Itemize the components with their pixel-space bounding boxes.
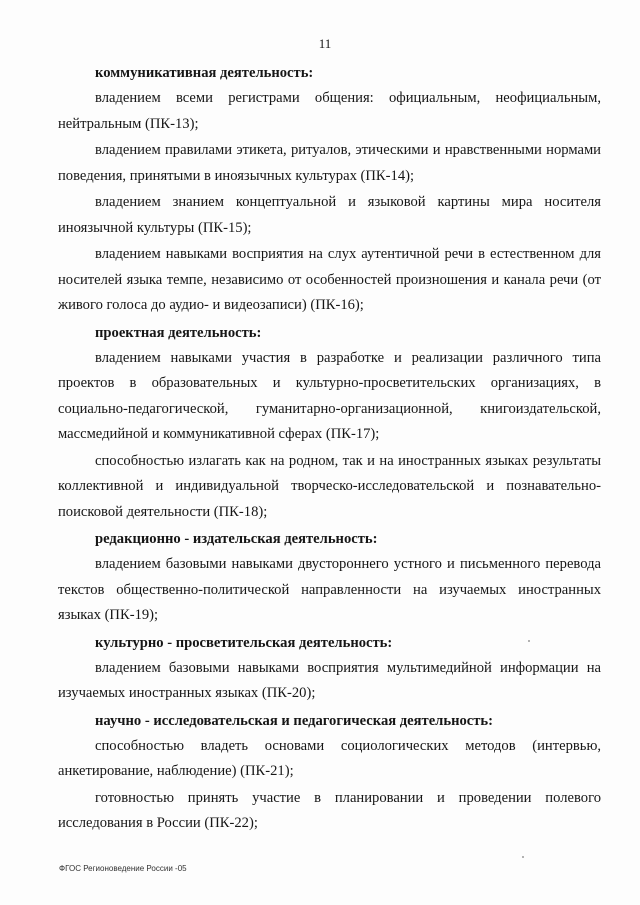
paragraph: готовностью принять участие в планировании и проведении полевого исследования в России (ПК-22); <box>58 789 601 831</box>
paragraph: владением навыками участия в разработке и реализации различного типа проектов в образовательных и культурно-просветительских организациях, в социально-педагогической, гуманитарно-организационной, книгоиздательской, массмедийной и коммуникативной сферах (ПК-17); <box>58 349 601 442</box>
section-heading: коммуникативная деятельность: <box>95 65 314 81</box>
section-heading: культурно - просветительская деятельность: <box>95 634 393 651</box>
section-heading: проектная деятельность: <box>95 324 262 341</box>
section-heading: редакционно - издательская деятельность: <box>95 531 378 547</box>
section-cultural <box>58 630 601 707</box>
scan-speck <box>522 856 524 858</box>
paragraph: способностью владеть основами социологических методов (интервью, анкетирование, наблюдение) (ПК-21); <box>58 737 601 779</box>
section-communicative <box>58 60 601 319</box>
paragraph: владением всеми регистрами общения: официальным, неофициальным, нейтральным (ПК-13); <box>58 90 601 132</box>
paragraph: способностью излагать как на родном, так и на иностранных языках результаты коллективной и индивидуальной творческо-исследовательской и познавательно-поисковой деятельности (ПК-18); <box>58 452 601 520</box>
page-footer: ФГОС Регионоведение России -05 <box>59 864 187 873</box>
scan-speck <box>528 640 530 642</box>
section-project <box>58 320 601 526</box>
section-heading: научно - исследовательская и педагогическая деятельность: <box>95 712 494 729</box>
page-number: 11 <box>318 36 332 51</box>
paragraph: владением базовыми навыками восприятия мультимедийной информации на изучаемых иностранных языках (ПК-20); <box>58 659 601 701</box>
paragraph: владением базовыми навыками двустороннего устного и письменного перевода текстов общественно-политической направленности на изучаемых иностранных языках (ПК-19); <box>58 556 601 623</box>
paragraph: владением навыками восприятия на слух аутентичной речи в естественном для носителей языка темпе, независимо от особенностей произношения и канала речи (от живого голоса до аудио- и видеозаписи) (ПК-16); <box>58 246 601 313</box>
paragraph: владением знанием концептуальной и языковой картины мира носителя иноязычной культуры (ПК-15); <box>58 194 601 236</box>
document-body <box>58 60 601 838</box>
section-editorial <box>58 526 601 629</box>
paragraph: владением правилами этикета, ритуалов, этическими и нравственными нормами поведения, принятыми в иноязычных культурах (ПК-14); <box>58 142 601 184</box>
section-research <box>58 708 601 837</box>
